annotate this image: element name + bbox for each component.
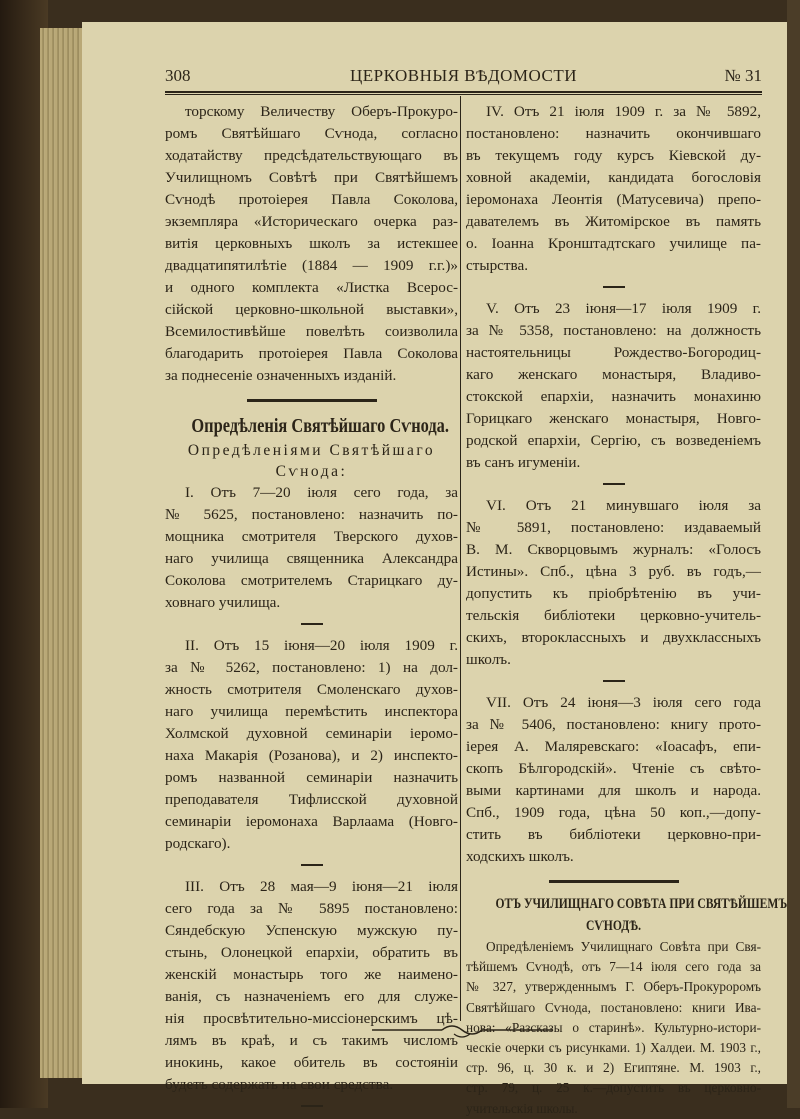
text-line: Горицкаго женскаго монастыря, Новго- <box>466 410 761 427</box>
section-heading: СѴНОДѢ. <box>585 918 642 934</box>
text-line: допустить къ пріобрѣтенію въ учи- <box>466 585 761 602</box>
right-column <box>466 101 788 1119</box>
text-line: школъ. <box>466 651 511 668</box>
paragraph <box>165 876 458 1096</box>
text-line: мощника смотрителя Тверского духов- <box>165 528 458 545</box>
text-line: ромъ названной семинаріи назначить <box>165 769 458 786</box>
paragraph <box>466 298 761 474</box>
paragraph <box>165 101 458 387</box>
text-line: скопъ Бѣлгородскій». Чтеніе съ свѣто- <box>466 760 761 777</box>
text-line: IV. Отъ 21 іюля 1909 г. за № 5892, <box>486 103 761 120</box>
text-line: въ санъ игуменіи. <box>466 454 581 471</box>
text-line: стить въ библіотеки церковно-при- <box>466 826 761 843</box>
journal-title: ЦЕРКОВНЫЯ ВѢДОМОСТИ <box>349 66 578 85</box>
text-line: Всемилостивѣйше повелѣть соизволила <box>165 323 458 340</box>
text-line: наго училища священника Александра <box>165 550 458 567</box>
text-line: Святѣйшаго Сѵнода, постановлено: книги Ива- <box>466 999 761 1015</box>
text-line: давателемъ въ Житомірское въ память <box>466 213 761 230</box>
text-line: ходатайству предсѣдательствующаго въ <box>165 147 458 164</box>
text-line: каго женскаго монастыря, Владиво- <box>466 366 761 383</box>
paragraph <box>165 482 458 614</box>
section-dash <box>603 483 625 485</box>
text-line: № 327, утвержденнымъ Г. Оберъ-Прокуроромъ <box>466 979 761 995</box>
section-dash <box>603 680 625 682</box>
text-line: стокской епархіи, назначить монахиню <box>466 388 761 405</box>
text-line: настоятельницы Рождество-Богородиц- <box>466 344 761 361</box>
page-number: 308 <box>165 66 191 85</box>
text-line: постановлено: назначить окончившаго <box>466 125 761 142</box>
text-line: Училищномъ Совѣтѣ при Святѣйшемъ <box>165 169 458 186</box>
text-line: за поднесеніе означенныхъ изданій. <box>165 367 397 384</box>
text-line: наха Макарія (Розанова), и 2) инспекто- <box>165 747 458 764</box>
text-line: учительскія школы. <box>466 1100 578 1116</box>
section-heading: ОТЪ УЧИЛИЩНАГО СОВѢТА ПРИ СВЯТѢЙШЕМЪ <box>495 896 788 912</box>
paragraph <box>466 101 761 277</box>
text-line: ходскихъ школъ. <box>466 848 574 865</box>
text-line: лямъ въ краѣ, и съ такимъ числомъ <box>165 1032 458 1049</box>
text-line: ванія, съ назначеніемъ его для служе- <box>165 988 458 1005</box>
paragraph <box>466 692 761 868</box>
text-line: женскій монастырь того же наимено- <box>165 966 458 983</box>
text-line: родской епархіи, Сергію, съ возведеніемъ <box>466 432 761 449</box>
left-column <box>165 101 458 1117</box>
text-line: II. Отъ 15 іюня—20 іюля 1909 г. <box>185 637 458 654</box>
subheading: Опредѣленіями Святѣйшаго <box>187 442 436 459</box>
text-line: за № 5406, постановлено: книгу прото- <box>466 716 761 733</box>
text-line: въ текущемъ году курсъ Кіевской ду- <box>466 147 761 164</box>
text-line: тельскія библіотеки церковно-учитель- <box>466 607 761 624</box>
right-edge-shadow <box>787 0 800 1108</box>
text-line: двадцатипятилѣтіе (1884 — 1909 г.г.)» <box>165 257 458 274</box>
text-line: Опредѣленіемъ Училищнаго Совѣта при Свя- <box>486 939 761 954</box>
paragraph <box>165 635 458 855</box>
text-line: за № 5358, постановлено: на должность <box>466 322 761 339</box>
text-line: ческіе очерки съ рисунками. 1) Халдеи. М. 1903 г., <box>466 1039 761 1055</box>
section-heading: Опредѣленія Святѣйшаго Сѵнода. <box>191 415 449 437</box>
text-line: III. Отъ 28 мая—9 іюня—21 іюля <box>185 878 458 895</box>
text-line: жность смотрителя Смоленскаго духов- <box>165 681 458 698</box>
text-line: V. Отъ 23 іюня—17 іюля 1909 г. <box>486 300 761 317</box>
section-dash <box>301 623 323 625</box>
text-line: за № 5262, постановлено: 1) на дол- <box>165 659 458 676</box>
text-line: стынь, Олонецкой епархіи, обратить въ <box>165 944 458 961</box>
paragraph <box>466 495 761 671</box>
text-line: сего года за № 5895 постановлено: <box>165 900 458 917</box>
section-dash <box>301 1105 323 1107</box>
text-line: преподавателя Тифлисской духовной <box>165 791 458 808</box>
text-line: и одного комплекта «Листка Всерос- <box>165 279 458 296</box>
text-line: Истины». Спб., цѣна 3 руб. въ годъ,— <box>466 563 761 580</box>
text-line: нова: «Разсказы о старинѣ». Культурно-истори- <box>466 1019 761 1035</box>
text-line: Спб., 1909 года, цѣна 50 коп.,—допу- <box>466 804 761 821</box>
text-line: VII. Отъ 24 іюня—3 іюля сего года <box>486 694 761 711</box>
text-line: ховной академіи, кандидата богословія <box>466 169 761 186</box>
section-rule <box>549 880 679 883</box>
text-line: торскому Величеству Оберъ-Прокуро- <box>185 103 458 120</box>
text-line: родскаго). <box>165 835 231 852</box>
text-line: сійской церковно-школьной выставки», <box>165 301 458 318</box>
text-line: іеромонаха Леонтія (Матусевича) препо- <box>466 191 761 208</box>
text-line: наго училища перемѣстить инспектора <box>165 703 458 720</box>
text-line: тѣйшемъ Сѵнодѣ, отъ 7—14 іюля сего года за <box>466 959 761 975</box>
text-line: VI. Отъ 21 минувшаго іюля за <box>486 497 761 514</box>
text-line: инокинь, какое обитель въ состояніи <box>165 1054 458 1071</box>
text-line: Сѵнодѣ протоіерея Павла Соколова, <box>165 191 458 208</box>
text-line: ховнаго училища. <box>165 594 281 611</box>
subheading: Сѵнода: <box>275 463 348 480</box>
text-line: іерея А. Маляревскаго: «Іоасафъ, епи- <box>466 738 761 755</box>
text-line: витія церковныхъ школъ за истекшее <box>165 235 458 252</box>
issue-number: № 31 <box>724 66 762 85</box>
column-divider <box>460 96 461 1021</box>
text-line: Соколова смотрителемъ Старицкаго ду- <box>165 572 458 589</box>
text-line: № 5891, постановлено: издаваемый <box>466 519 761 536</box>
text-line: стр. 79, ц. 25 к.—допустить въ церковно- <box>466 1080 761 1096</box>
text-line: нія просвѣтительно-миссіонерскимъ цѣ- <box>165 1010 458 1027</box>
text-line: стр. 96, ц. 30 к. и 2) Египтяне. М. 1903 г., <box>466 1060 761 1076</box>
page-stack-edge <box>40 28 88 1078</box>
text-line: № 5625, постановлено: назначить по- <box>165 506 458 523</box>
text-line: ромъ Святѣйшаго Сѵнода, согласно <box>165 125 458 142</box>
text-line: благодарить протоіерея Павла Соколова <box>165 345 458 362</box>
text-line: экземпляра «Историческаго очерка раз- <box>165 213 458 230</box>
ornament-divider <box>372 1022 552 1042</box>
header-rule <box>165 91 762 95</box>
text-line: Сяндебскую Успенскую мужскую пу- <box>165 922 458 939</box>
text-line: скихъ, второклассныхъ и двухклассныхъ <box>466 629 761 646</box>
text-line: В. М. Скворцовымъ журналъ: «Голосъ <box>466 541 761 558</box>
section-rule <box>247 399 377 402</box>
text-line: Холмской духовной семинаріи іеромо- <box>165 725 458 742</box>
text-line: семинаріи іеромонаха Варлаама (Новго- <box>165 813 458 830</box>
running-header <box>165 66 762 90</box>
section-dash <box>301 864 323 866</box>
text-line: стырства. <box>466 257 529 274</box>
text-line: I. Отъ 7—20 іюля сего года, за <box>185 484 458 501</box>
section-dash <box>603 286 625 288</box>
text-line: выми картинами для школъ и народа. <box>466 782 761 799</box>
text-line: о. Іоанна Кронштадтскаго училище па- <box>466 235 761 252</box>
text-line: будетъ содержать на свои средства. <box>165 1076 394 1093</box>
